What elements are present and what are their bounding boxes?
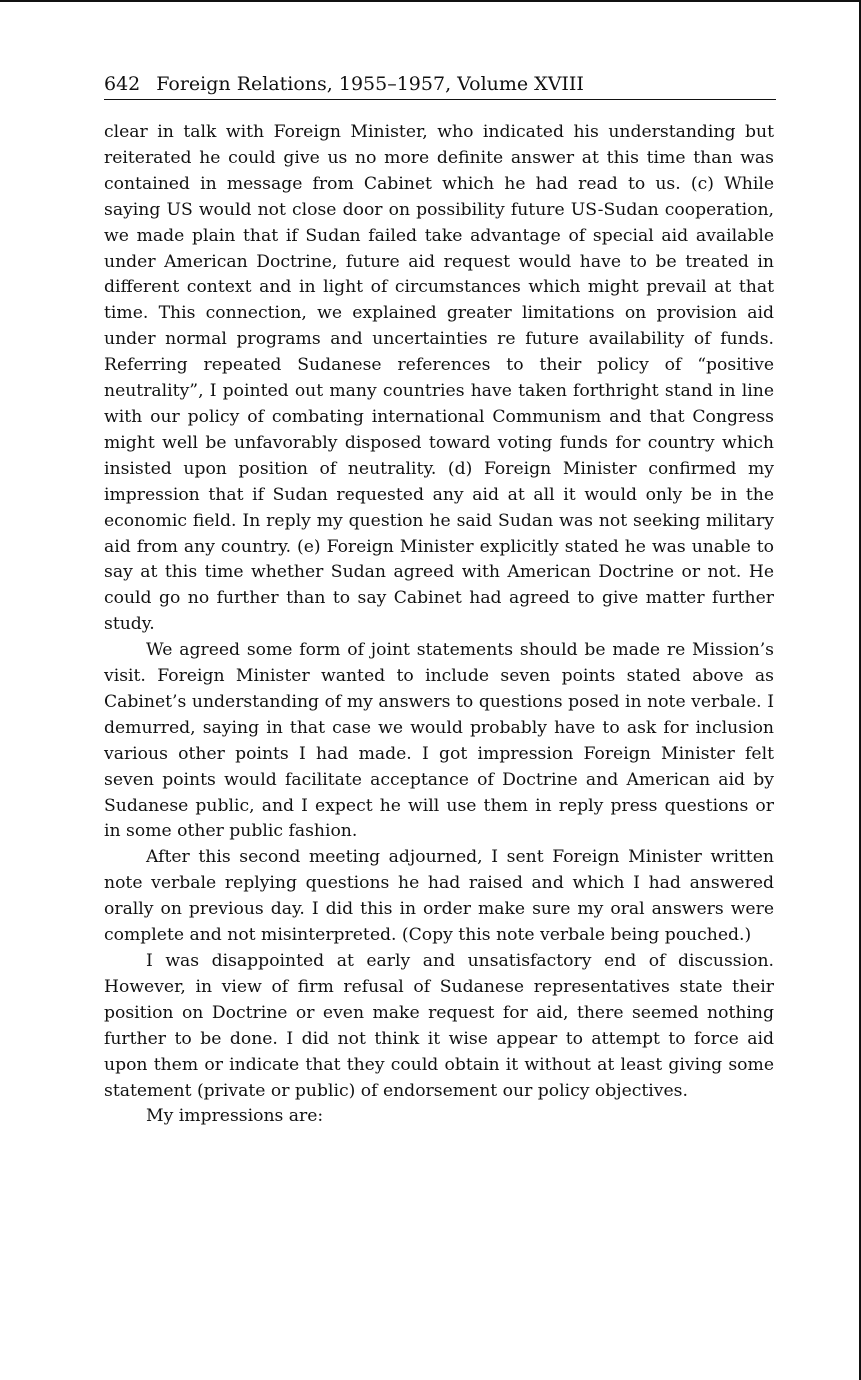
paragraph-note-verbale: After this second meeting adjourned, I sent Foreign Minister written note verbale replying questions he had raised and which I had answered orally on previous day. I did this in order make sure my oral answers were complete and not misinterpreted. (Copy this note verbale being pouched.) <box>104 847 774 946</box>
paragraph-continued: clear in talk with Foreign Minister, who indicated his understanding but reiterated he could give us no more definite answer at this time than was contained in message from Cabinet which he had read to us. (c) While saying US would not close door on possibility future US-Sudan cooperation, we made plain that if Sudan failed take advantage of special aid available under American Doctrine, future aid request would have to be treated in different context and in light of circumstances which might prevail at that time. This connection, we explained greater limitations on provision aid under normal programs and uncertainties re future availability of funds. Referring repeated Sudanese references to their policy of “positive neutrality”, I pointed out many countries have taken forthright stand in line with our policy of combating international Communism and that Congress might well be unfavorably disposed toward voting funds for country which insisted upon position of neutrality. (d) Foreign Minister confirmed my impression that if Sudan requested any aid at all it would only be in the economic field. In reply my question he said Sudan was not seeking military aid from any country. (e) Foreign Minister explicitly stated he was unable to say at this time whether Sudan agreed with American Doctrine or not. He could go no further than to say Cabinet had agreed to give matter further study. <box>104 122 774 635</box>
document-body <box>104 120 774 1130</box>
paragraph-impressions: My impressions are: <box>146 1106 324 1127</box>
paragraph-disappointed: I was disappointed at early and unsatisfactory end of discussion. However, in view of firm refusal of Sudanese representatives state their position on Doctrine or even make request for aid, there seemed nothing further to be done. I did not think it wise appear to attempt to force aid upon them or indicate that they could obtain it without at least giving some statement (private or public) of endorsement our policy objectives. <box>104 951 774 1101</box>
running-header <box>104 73 776 100</box>
paragraph-joint-statements: We agreed some form of joint statements should be made re Mission’s visit. Foreign Minister wanted to include seven points stated above as Cabinet’s understanding of my answers to questions posed in note verbale. I demurred, saying in that case we would probably have to ask for inclusion various other points I had made. I got impression Foreign Minister felt seven points would facilitate acceptance of Doctrine and American aid by Sudanese public, and I expect he will use them in reply press questions or in some other public fashion. <box>104 640 774 842</box>
page-number: 642 <box>104 73 141 95</box>
running-title: Foreign Relations, 1955–1957, Volume XVIII <box>156 73 584 95</box>
